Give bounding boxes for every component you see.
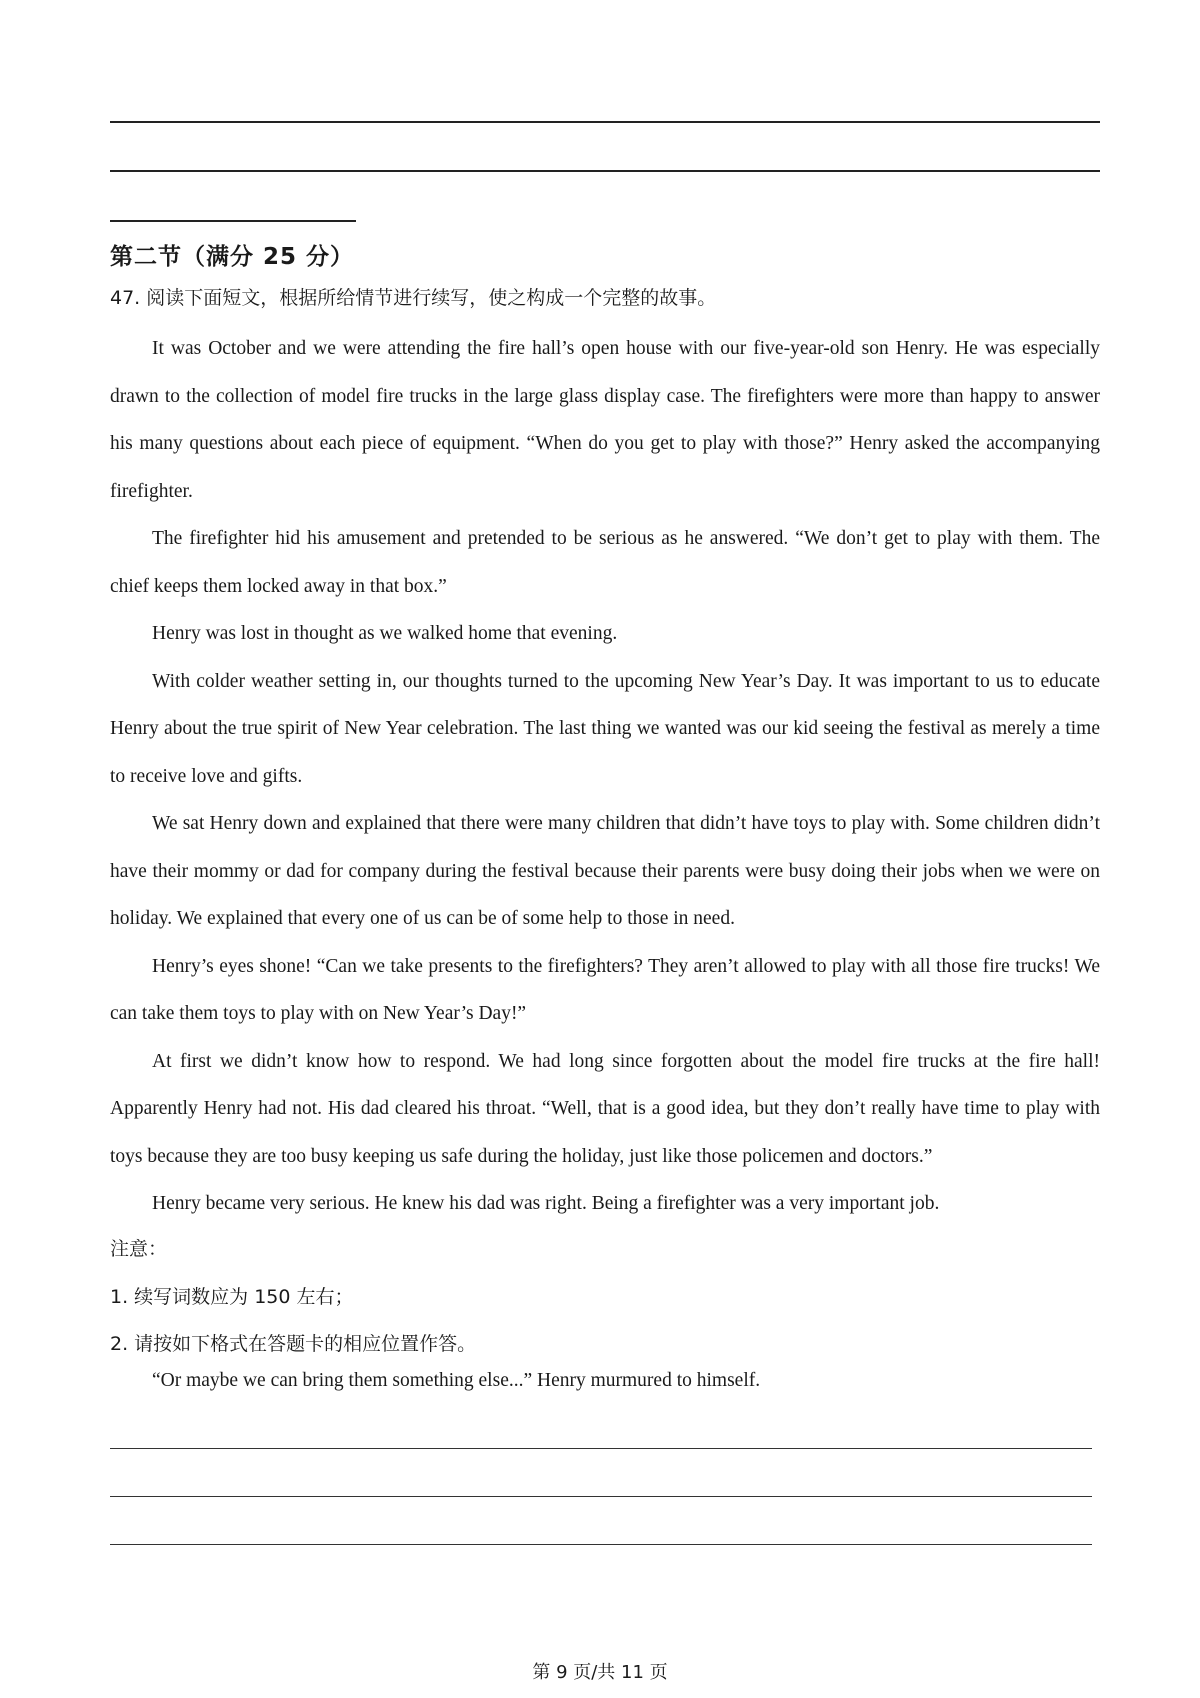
passage-paragraph: Henry became very serious. He knew his dad was right. Being a firefighter was a very important job. <box>152 1193 940 1214</box>
passage-paragraph: It was October and we were attending the fire hall’s open house with our five-year-old son Henry. He was especially drawn to the collection of model fire trucks in the large glass display case. The firefighters were more than happy to answer his many questions about each piece of equipment. “When do you get to play with those?” Henry asked the accompanying firefighter. <box>110 338 1100 502</box>
writing-line <box>110 1448 1092 1449</box>
instruction-item: 1. 续写词数应为 150 左右； <box>110 1285 354 1308</box>
question-prompt: 47. 阅读下面短文，根据所给情节进行续写，使之构成一个完整的故事。 <box>110 287 717 309</box>
passage-paragraph: We sat Henry down and explained that there were many children that didn’t have toys to play with. Some children didn’t have their mommy or dad for company during the festival because their parents were busy doing their jobs when we were on holiday. We explained that every one of us can be of some help to those in need. <box>110 813 1100 929</box>
instructions-heading: 注意： <box>110 1238 168 1260</box>
answer-line <box>110 121 1100 123</box>
continuation-opening: “Or maybe we can bring them something else...” Henry murmured to himself. <box>152 1370 761 1391</box>
answer-line <box>110 170 1100 172</box>
page-number: 第 9 页/共 11 页 <box>532 1662 668 1683</box>
instruction-item: 2. 请按如下格式在答题卡的相应位置作答。 <box>110 1333 477 1355</box>
passage-paragraph: At first we didn’t know how to respond. We had long since forgotten about the model fire trucks at the fire hall! Apparently Henry had not. His dad cleared his throat. “Well, that is a good idea, but they don’t really have time to play with toys because they are too busy keeping us safe during the holiday, just like those policemen and doctors.” <box>110 1050 1100 1167</box>
instructions <box>110 1226 476 1369</box>
answer-line <box>110 220 356 222</box>
passage-paragraph: The firefighter hid his amusement and pretended to be serious as he answered. “We don’t get to play with them. The chief keeps them locked away in that box.” <box>110 528 1100 597</box>
passage-paragraph: Henry was lost in thought as we walked home that evening. <box>152 623 618 644</box>
writing-line <box>110 1496 1092 1497</box>
writing-line <box>110 1544 1092 1545</box>
section-title: 第二节（满分 25 分） <box>110 244 355 270</box>
passage-paragraph: With colder weather setting in, our thoughts turned to the upcoming New Year’s Day. It was important to us to educate Henry about the true spirit of New Year celebration. The last thing we wanted was our kid seeing the festival as merely a time to receive love and gifts. <box>110 670 1100 787</box>
story-passage <box>110 325 1100 1228</box>
passage-paragraph: Henry’s eyes shone! “Can we take presents to the firefighters? They aren’t allowed to play with all those fire trucks! We can take them toys to play with on New Year’s Day!” <box>110 955 1100 1024</box>
